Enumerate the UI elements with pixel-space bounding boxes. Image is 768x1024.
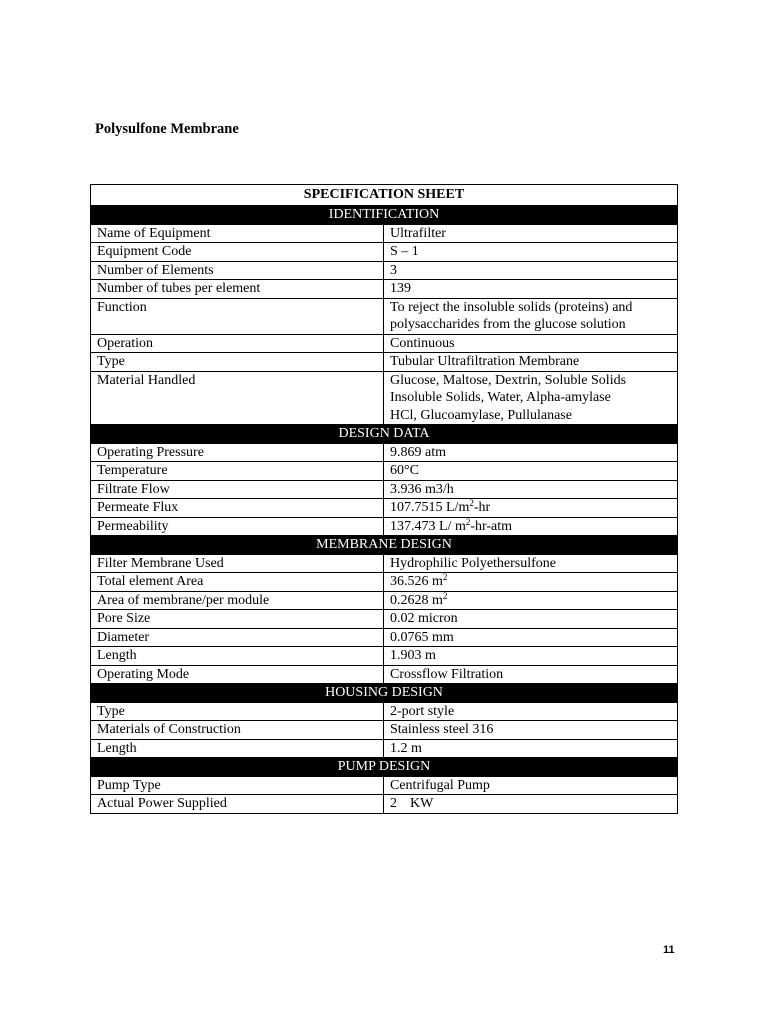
superscript: 2 xyxy=(442,572,448,582)
row-value: Centrifugal Pump xyxy=(384,776,678,795)
section-header-row xyxy=(91,206,678,225)
table-row xyxy=(91,353,678,372)
value-unit: KW xyxy=(410,796,434,811)
row-value xyxy=(384,591,678,610)
table-row xyxy=(91,261,678,280)
value-text: 36.526 m xyxy=(390,574,443,589)
specification-table xyxy=(90,184,678,814)
section-header-membrane-design: MEMBRANE DESIGN xyxy=(91,536,678,555)
row-value: 2-port style xyxy=(384,702,678,721)
row-label: Materials of Construction xyxy=(91,721,384,740)
table-row xyxy=(91,795,678,814)
row-value: 1.903 m xyxy=(384,647,678,666)
row-label: Type xyxy=(91,702,384,721)
value-line: Glucose, Maltose, Dextrin, Soluble Solids xyxy=(390,372,627,388)
row-label: Permeate Flux xyxy=(91,499,384,518)
section-header-row xyxy=(91,758,678,777)
table-row xyxy=(91,647,678,666)
table-row xyxy=(91,628,678,647)
row-label: Operation xyxy=(91,334,384,353)
row-value: To reject the insoluble solids (proteins) and polysaccharides from the glucose solution xyxy=(384,298,678,334)
row-value xyxy=(384,795,678,814)
row-value: 0.0765 mm xyxy=(384,628,678,647)
row-label: Permeability xyxy=(91,517,384,536)
row-value: 9.869 atm xyxy=(384,443,678,462)
table-row xyxy=(91,480,678,499)
superscript: 2 xyxy=(465,517,471,527)
row-label: Length xyxy=(91,739,384,758)
section-header-row xyxy=(91,536,678,555)
table-row xyxy=(91,243,678,262)
page-number: 11 xyxy=(663,944,675,956)
row-value: 1.2 m xyxy=(384,739,678,758)
table-row xyxy=(91,371,678,425)
row-value: Continuous xyxy=(384,334,678,353)
row-label: Type xyxy=(91,353,384,372)
table-row xyxy=(91,334,678,353)
row-label: Temperature xyxy=(91,462,384,481)
row-value: 3.936 m3/h xyxy=(384,480,678,499)
table-row xyxy=(91,517,678,536)
table-row xyxy=(91,665,678,684)
row-label: Name of Equipment xyxy=(91,224,384,243)
section-header-identification: IDENTIFICATION xyxy=(91,206,678,225)
row-value: Crossflow Filtration xyxy=(384,665,678,684)
row-value xyxy=(384,371,678,425)
row-value: 0.02 micron xyxy=(384,610,678,629)
spec-title-row xyxy=(91,185,678,206)
value-line: Insoluble Solids, Water, Alpha-amylase xyxy=(390,390,611,405)
row-label: Equipment Code xyxy=(91,243,384,262)
row-value xyxy=(384,573,678,592)
row-label: Filtrate Flow xyxy=(91,480,384,499)
table-row xyxy=(91,610,678,629)
row-label: Pump Type xyxy=(91,776,384,795)
table-row xyxy=(91,573,678,592)
section-header-housing-design: HOUSING DESIGN xyxy=(91,684,678,703)
row-value xyxy=(384,517,678,536)
table-row xyxy=(91,443,678,462)
row-value: 60°C xyxy=(384,462,678,481)
row-label: Length xyxy=(91,647,384,666)
table-row xyxy=(91,702,678,721)
table-row xyxy=(91,591,678,610)
row-label: Function xyxy=(91,298,384,334)
value-text: 107.7515 L/m xyxy=(390,500,470,515)
row-label: Area of membrane/per module xyxy=(91,591,384,610)
row-value: Stainless steel 316 xyxy=(384,721,678,740)
spec-title: SPECIFICATION SHEET xyxy=(91,185,678,206)
row-label: Operating Mode xyxy=(91,665,384,684)
superscript: 2 xyxy=(442,591,448,601)
table-row xyxy=(91,224,678,243)
value-number: 2 xyxy=(390,796,397,811)
row-label: Actual Power Supplied xyxy=(91,795,384,814)
row-value: 139 xyxy=(384,280,678,299)
row-label: Number of Elements xyxy=(91,261,384,280)
table-row xyxy=(91,462,678,481)
row-label: Total element Area xyxy=(91,573,384,592)
row-value xyxy=(384,499,678,518)
row-label: Filter Membrane Used xyxy=(91,554,384,573)
section-header-row xyxy=(91,684,678,703)
row-value: Tubular Ultrafiltration Membrane xyxy=(384,353,678,372)
table-row xyxy=(91,280,678,299)
table-row xyxy=(91,776,678,795)
row-value: Ultrafilter xyxy=(384,224,678,243)
value-text: -hr-atm xyxy=(470,518,513,534)
row-label: Pore Size xyxy=(91,610,384,629)
table-row xyxy=(91,554,678,573)
row-value: S – 1 xyxy=(384,243,678,262)
superscript: 2 xyxy=(469,498,474,508)
row-label: Material Handled xyxy=(91,371,384,425)
table-row xyxy=(91,298,678,334)
row-value: 3 xyxy=(384,261,678,280)
value-line: HCl, Glucoamylase, Pullulanase xyxy=(390,407,572,423)
row-value: Hydrophilic Polyethersulfone xyxy=(384,554,678,573)
row-label: Diameter xyxy=(91,628,384,647)
row-label: Operating Pressure xyxy=(91,443,384,462)
table-row xyxy=(91,739,678,758)
section-header-row xyxy=(91,425,678,444)
table-row xyxy=(91,499,678,518)
section-header-pump-design: PUMP DESIGN xyxy=(91,758,678,777)
row-label: Number of tubes per element xyxy=(91,280,384,299)
table-row xyxy=(91,721,678,740)
value-text: -hr xyxy=(473,500,491,515)
section-header-design-data: DESIGN DATA xyxy=(91,425,678,444)
value-text: 137.473 L/ m xyxy=(390,518,466,534)
value-text: 0.2628 m xyxy=(390,592,443,608)
page-heading: Polysulfone Membrane xyxy=(95,121,239,137)
